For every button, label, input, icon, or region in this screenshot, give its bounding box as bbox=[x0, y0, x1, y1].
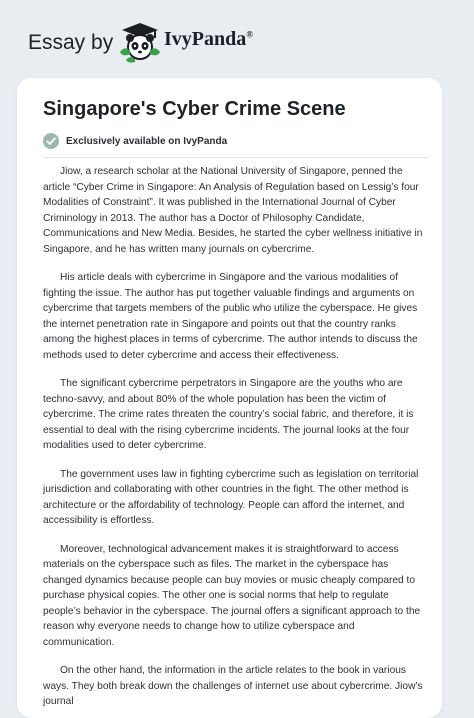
brand-name: IvyPanda® bbox=[164, 28, 253, 50]
paragraph: Jiow, a research scholar at the National University of Singapore, penned the article “Cyber Crime in Singapore: An Analysis of Regulation based on Lessig’s four Modalities of Constraint”. It was published in the International Journal of Cyber Criminology in 2013. The author has a Doctor of Philosophy Candidate, Communications and New Media. Besides, he started the cyber wellness initiative in Singapore, and he has written many journals on cybercrime. bbox=[43, 166, 423, 255]
badge-label: Exclusively available on IvyPanda bbox=[66, 135, 228, 147]
paragraph: The government uses law in fighting cybercrime such as legislation on territorial jurisdiction and collaborating with other countries in the fight. The other method is architecture or the affordability of technology. People can afford the internet, and accessibility is effortless. bbox=[43, 468, 419, 526]
essay-body bbox=[43, 164, 423, 718]
ivypanda-logo[interactable] bbox=[118, 20, 268, 64]
paragraph: The significant cybercrime perpetrators in Singapore are the youths who are techno-savvy, and about 80% of the whole population has been the victim of cybercrime. The crime rates threaten the country’s social fabric, and therefore, it is essential to deal with the rising cybercrime incidents. The journal looks at the four modalities used to deter cybercrime. bbox=[43, 378, 414, 451]
essay-card bbox=[17, 78, 442, 718]
site-header bbox=[0, 0, 474, 78]
essay-title: Singapore's Cyber Crime Scene bbox=[43, 98, 346, 120]
paragraph: On the other hand, the information in the article relates to the book in various ways. They both break down the challenges of internet use about cybercrime. Jiow’s journal bbox=[43, 665, 423, 707]
check-circle-icon bbox=[43, 133, 59, 149]
panda-logo-icon bbox=[118, 20, 162, 64]
divider bbox=[43, 157, 428, 158]
paragraph: Moreover, technological advancement makes it is straightforward to access materials on the cyberspace such as files. The market in the cyberspace has changed dynamics because people can buy movies or music cheaply compared to purchase physical copies. The other one is social norms that help to regulate people’s behavior in the cyberspace. The journal offers a significant approach to the reason why everyone needs to change how to utilize cyberspace and communication. bbox=[43, 543, 421, 648]
exclusive-badge bbox=[43, 132, 227, 150]
paragraph: His article deals with cybercrime in Singapore and the various modalities of fighting the issue. The author has put together valuable findings and arguments on cybercrime that targets members of the public who utilize the cyberspace. He gives the internet penetration rate in Singapore and points out that the country ranks among the highest places in terms of cybercrime. The author intends to discuss the methods used to deter cybercrime and access their effectiveness. bbox=[43, 272, 418, 361]
essay-by-label: Essay by bbox=[28, 31, 114, 54]
